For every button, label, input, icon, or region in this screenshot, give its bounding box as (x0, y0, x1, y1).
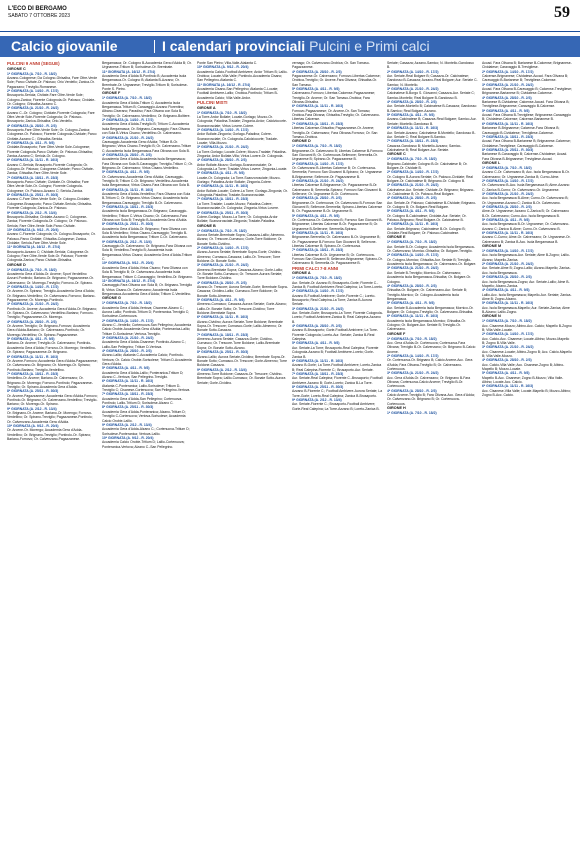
matchday-heading: 5ª GIORNATA (A. 4/11 - R. 9/3) (197, 298, 245, 303)
fixtures-text: Azzano C-Curno; Alme-Or. Calvenzano; Or. Urgnanese-Or. Calvenzano B; Zanica B-Acc. Isola Bergamasca B. (482, 235, 571, 244)
fixtures-text: Barianese B-Brignanese; Calcense-Fara Olivana B; Caravaggio B-Cividatese; Trevigliese-Calcense. (482, 126, 560, 135)
fixtures-text: Azzano C-Fare Oltre-Verde Sole; Or. Cologno-Cividate; Colognese-Brusaporto; Parco Civitate-Seriola; Ghisalba-Fiorente Colognola; Zanica-Or. Palosco. (7, 197, 92, 211)
article-title (162, 37, 430, 56)
group-heading: GIRONE C (7, 66, 26, 71)
matchday-heading: 8ª GIORNATA (A. 25/11 - R. 30/3) (7, 389, 59, 394)
fixtures-text: Accademia Gera d'Adda-Tritium C; Accademia Isola Bergamasca-Tritium B; Caravaggio-Azzano Fiorentino; Albano-Ciserano; Paradiso; Fara Olivana con Sola B-Treviglio; Or. Calvenzano-Verdellino; Or. Brignano-Boltiere. (102, 100, 191, 118)
fixtures-text: Calcinatese-Aur. Seriate; Cividate-Or. Brignano; Brignano-Or. Calcinatese B; Or. Palosco-Real Bolgare. (387, 187, 475, 196)
group-heading: GIRONE M (482, 244, 502, 249)
matchday-heading: 5ª GIORNATA (A. 4/11 - R. 9/3) (482, 108, 530, 113)
fixtures-text: Ardor Bollate-Zingonia; Gorlago-Paladina; Colere-Scanzorosciate; Or. Colognola-Calolziocorte; Tradate-Locate; Villa-Mozzo. (197, 132, 279, 145)
group-heading: GIRONE G (102, 296, 121, 301)
fixtures-text: Brignanese-Serenella; Or. Calvenzano B-Or. Urgnanese B; Or. Pagazzanese B-Fornovo San Giovanni B; Sellerone-Libertas Calcense B; Spirano-Or. Cortenuova. (292, 235, 381, 249)
matchday-heading: 4ª GIORNATA (A. 28/10 - R. 2/3) (102, 152, 152, 157)
matchday-heading: 6ª GIORNATA (A. 11/11 - R. 16/3) (292, 104, 344, 109)
matchday-heading: 6ª GIORNATA (A. 11/11 - R. 16/3) (7, 354, 59, 359)
group-heading: GIRONE D (292, 139, 311, 144)
fixtures-text: La Torre-Tradate; Locate-Mozzo; Paladina-Colere; Scanzorosciate-Or. Colognola; Zingonia-Virtus Lovere. (197, 201, 279, 211)
fixtures-text: Ardor Bollate-Mozzo; Gorlago-Scanzorosciate; Or. Colognola-La Torre; Tradate-Virtus Lovere; Zingonia-Locate. (197, 162, 288, 172)
fixtures-text: Aur. Seriate-Azzano; Calcinatese B-Montello; Gandosso B-Aur. Seriate C; Real Bolgare B-Samico. (387, 130, 476, 139)
fixtures-text: Alzano C.-Verdello; Cortenuova-San Pellegrino; Accademia Calcio Orobie-Accademia Gera d'Adda; Ponteranica-Lallio; Tritium D-Sorisolese; Vertova-Treviglio. (102, 322, 192, 336)
matchday-heading: 4ª GIORNATA (A. 28/10 - R. 2/3) (387, 100, 437, 105)
matchday-heading: 7ª GIORNATA (A. 18/11 - R. 23/3) (102, 392, 154, 397)
fixtures-text: Aur. Seriate-Or. Palosco; Calcinatese B-Cividate; Brignano-Or. Cologno B; Or. Bolgare-Real Bolgare. (387, 200, 477, 209)
matchday-heading: 1ª GIORNATA (A. 7/10 - R. 18/2) (197, 228, 247, 233)
matchday-heading: 1ª GIORNATA (A. 7/10 - R. 18/2) (387, 336, 437, 341)
category-heading: PULCINI 9 ANNI (SEGUE) (7, 61, 60, 66)
column-4 (292, 61, 383, 845)
fixtures-text: Accademia Gera d'Adda-Alzano C.; Cortenuova-Tritium D; Sorisolese-Ponteranica; Vertova-Lallio. (102, 427, 190, 436)
matchday-heading: 5ª GIORNATA (A. 4/11 - R. 9/3) (387, 209, 435, 214)
fixtures-text: Accademia Isola Bergamasca-Or. Brignano; Caravaggio-Verdellino; Tritium C-Virtus Cisano; Or. Calvenzano-Fara Olivana con Sola B; Treviglio B-Accademia Gera d'Adda. (102, 209, 188, 223)
matchday-heading: 1ª GIORNATA (A. 7/10 - R. 18/2) (7, 71, 57, 76)
fixtures-text: Aurora Seriate-Brembate Sopra; Casazza-Lallio; Almenno-Alzano; Or. Trescore-Curnasco; Gorle-Torre Boldone; Or. Bonate Sotto-Cividino. (197, 232, 286, 246)
matchday-heading: 5ª GIORNATA (A. 4/11 - R. 9/3) (292, 87, 340, 92)
fixtures-text: Caravaggio-Accademia Gera d'Adda; Tritium B-Or. Brignano; Virtus Cisano-Treviglio B; Or. Calvenzano-Tritium C; Accademia Isola Bergamasca-Fara Olivana con Sola B. (102, 139, 192, 153)
fixtures-text: Azzano B-Gorle; La Torre-Football Ambivere; Loreto-Zanica B; Real Calepina-Fiorente C.; Brusaporto-Aur. Seriate. (292, 363, 382, 372)
matchday-heading: 4ª GIORNATA (A. 28/10 - R. 2/3) (482, 205, 532, 209)
matchday-heading: 3ª GIORNATA (A. 21/10 - R. 24/2) (197, 145, 249, 150)
fixtures-text: Cividate-Brusaporto; Fare Oltre-Verde Sole-Colognese; Fiorente Colognola-Parco Civitate; Or. Palosco-Ghisalba; Zanica-Azzano C; Seriola-Or. Cologno. (7, 145, 93, 159)
fixtures-text: Caravaggio-Fara Olivana con Sola B; Or. Brignano-Treviglio B; Virtus Cisano-Or. Calvenzano; Accademia Isola Bergamasca-Accademia Gera d'Adda; Tritium C-Verdellino. (102, 283, 192, 296)
matchday-heading: 3ª GIORNATA (A. 28/10 - R. 2/3) (482, 275, 532, 280)
matchday-heading: 1ª GIORNATA (A. 7/10 - R. 18/2) (197, 110, 247, 115)
matchday-heading: 1ª GIORNATA (A. 7/10 - R. 18/2) (387, 157, 437, 162)
group-heading: GIRONE C (387, 152, 406, 157)
fixtures-text: Alme-Or. Urgnanese; Azzano C-Zanica B; Or. Calvenzano B-Or. Calvenzano; Curno-Acc. Isola Bergamasca B. (482, 209, 570, 218)
section-banner (0, 36, 580, 57)
fixtures-text: Accad. Fara Olivana B-Trevigliese; Brignanese-Caravaggio B; Cividatese-Calcense; Calcense-Barianese B. (482, 113, 571, 122)
matchday-heading: 4ª GIORNATA (A. 28/10 - R. 2/3) (7, 123, 57, 128)
fixtures-text: Pontirolo-Or. Arcene; Accademia Gera d'Adda-Or. Brignano; Or. Spirano-Or. Calvenzano; Verdellino-Bariano; Fornovo-Treviglio; Pagazzanese-Or. Morengo. (7, 306, 97, 320)
fixtures-text: Acc. Gera d'Adda-Or. Calvenzano; Or. Brignano B-Fara Olivana; Cortenuova-Calcio Arcene; Treviglio B-Or. Cortenuova. (387, 375, 471, 389)
matchday-heading: 6ª GIORNATA (A. 11/11 - R. 16/3) (197, 184, 249, 189)
fixtures-text: Almenno-Torre Boldone; Casazza-Or. Trescore; Cividino-Brembate Sopra; Lallio-Curnasco; Or. Bonate Sotto-Aurora Seriate; Gorle-Cividino. (197, 371, 286, 385)
fixtures-text: Almenno-Brembate Sopra; Casazza-Alzano; Gorle-Lallio; Or. Bonate Sotto-Curnasco; Or. Trescore-Aurora Seriate; Torre Boldone-Cividino. (197, 267, 283, 281)
fixtures-text: Almenno-Curnasco; Casazza-Aurora Seriate; Gorle-Alzano; Lallio-Or. Bonate Sotto; Or. Trescore-Cividino; Torre Boldone-Brembate Sopra. (197, 302, 287, 316)
category-heading: PULCINI MISTI (197, 100, 228, 106)
matchday-heading: 1ª GIORNATA (A. 7/10 - R. 18/2) (387, 240, 437, 245)
fixtures-text: La Torre-Ardor Bollate; Locate-Gorlago; Mozzo-Or. Colognola; Paladina-Tradate; Zingonia-Ardor; Calolziocorte-Scanzorosciate; Virtus Lovere-Colere. (197, 114, 287, 128)
fixtures-text: Accademia Gera d'Adda-Vertova; Cisanese-Alzano C.; Aurora Lallio; Pontirolo-Tritium D; Ponteranica-Treviglio C; Sorisolese-Cortenuova. (102, 305, 190, 319)
group-heading: GIRONE F (387, 331, 406, 336)
matchday-heading: 2ª GIORNATA (A. 14/10 - R. 17/2) (387, 253, 439, 258)
matchday-heading: 2ª GIORNATA (A. 14/10 - R. 17/2) (7, 285, 59, 289)
matchday-heading: 4ª GIORNATA (A. 28/10 - R. 2/3) (197, 280, 247, 285)
fixtures-text: Brusaporto-Seriola; Civitate-Fare Oltre-Verde Sole; Cologno-Zanica; Fiorente Colognola-Or. Palosco; Cividate-Or. Cologno; Ghisalba-Azzano C. (7, 93, 96, 106)
matchday-heading: 7ª GIORNATA (A. 18/11 - R. 23/3) (292, 248, 344, 253)
matchday-heading: 9ª GIORNATA (A. 2/12 - R. 13/4) (102, 239, 152, 244)
matchday-heading: 2ª GIORNATA (A. 14/10 - R. 17/2) (482, 332, 534, 337)
matchday-heading: 4ª GIORNATA (A. 28/10 - R. 2/3) (387, 283, 437, 288)
fixtures-text: Or. Arcene-Or. Spirano; Treviglio-Accademia Gera d'Adda; Or. Brignano-Verdellino; Or. Calvenzano-Fornovo; Bariano-Pagazzanese; Or. Morengo-Pontirolo. (7, 289, 96, 303)
matchday-heading: 4ª GIORNATA (A. 28/10 - R. 2/3) (292, 69, 342, 74)
fixtures-text: Accademia Calcio-Football Ambivere; Ardor Tritium B; Lallio-Orobica; Locate-Villa Valle; Pontirolo-Accademia Cisano; San Pellegrino-Atalanta C. (197, 69, 288, 83)
fixtures-text: Acc. Gera d'Adda-Or. Cortenuova; Cortenuova-Fara Olivana; Treviglio B-Or. Calvenzano; Or. Brignano B-Calcio Arcene. (387, 340, 476, 354)
matchday-heading: 5ª GIORNATA (A. 4/11 - R. 9/3) (387, 113, 435, 118)
fixtures-text: Colere-Gorlago; Mozzo-La Torre; Or. Colognola-Ardor Bollate; Scanzorosciate-Zingonia; Tradate-Paladina. (197, 214, 278, 224)
fixtures-text: Aur. Seriate-Or. Azzano B; Brusaporto-Gorle; Fiorente C.-Zanica B; Football Ambivere-Real Calepina; La Torre-Loreto. (292, 280, 383, 289)
matchday-heading: 3ª GIORNATA (A. 21/10 - R. 24/2) (7, 302, 59, 307)
matchday-heading: 6ª GIORNATA (A. 11/11 - R. 16/3) (102, 187, 154, 192)
matchday-heading: 3ª GIORNATA (A. 21/10 - R. 24/2) (102, 335, 154, 340)
group-heading: GIRONE F (102, 91, 121, 96)
fixtures-text: Or. Cortenuova-Or. Brignano B; Calcio Arcene-Acc. Gera d'Adda; Fara Olivana-Treviglio B; Or. Calvenzano-Cortenuova. (387, 358, 473, 372)
matchday-heading: 2ª GIORNATA (A. 14/10 - R. 17/2) (482, 69, 534, 74)
matchday-heading: 11ª GIORNATA (A. 16/12 - R. 27/4) (7, 245, 61, 250)
newspaper-name: L'ECO DI BERGAMO (8, 6, 67, 12)
matchday-heading: 1ª GIORNATA (A. 7/10 - R. 18/2) (102, 301, 152, 306)
matchday-heading: 7ª GIORNATA (A. 18/11 - R. 23/3) (197, 332, 249, 337)
matchday-heading: 4ª GIORNATA (A. 28/10 - R. 2/3) (292, 324, 342, 329)
matchday-heading: 5ª GIORNATA (A. 4/11 - R. 9/3) (102, 170, 150, 175)
fixtures-text: Acc. Cisanese-Locate; Albino-Zogno B; Acc. Calcio-Mapello B; Villa Valle-Mozzo. (482, 349, 572, 358)
fixtures-text: Alzano-Aurora Seriate; Brembate Sopra-Gorle; Cividino-Almenno; Curnasco-Casazza; Lallio-Or. Trescore; Torre Boldone-Or. Bonate Sotto. (197, 250, 282, 263)
matchday-heading: 7ª GIORNATA (A. 18/11 - R. 23/3) (7, 175, 59, 180)
issue-date: SABATO 7 OTTOBRE 2023 (8, 13, 70, 19)
matchday-heading: 8ª GIORNATA (A. 25/11 - R. 30/3) (197, 350, 249, 355)
matchday-heading: 2ª GIORNATA (A. 14/10 - R. 17/2) (7, 88, 59, 93)
matchday-heading: 5ª GIORNATA (A. 11/11 - R. 16/3) (482, 301, 534, 306)
fixtures-text: Azzano-Colognese; Da Cologno-Ghisalba, Fare Oltre-Verde Sole; Parco Civitate-Or. Palosco; Orio Verdello; Zanica-Or. Pagazzano; Treviglio-Romanese. (7, 75, 98, 89)
matchday-heading: 5ª GIORNATA (A. 4/11 - R. 9/3) (292, 341, 340, 346)
article-title-sub: Pulcini e Primi calci (309, 38, 430, 54)
column-6 (482, 61, 573, 845)
matchday-heading: 3ª GIORNATA (A. 21/10 - R. 24/2) (482, 82, 534, 87)
matchday-heading: 10ª GIORNATA (A. 9/12 - R. 20/4) (7, 227, 59, 232)
fixtures-text: Accademia Gera d'Adda-Or. Arcene; Sport Verdellino Azzurri-Pontirolo; Bariano-Or. Brignano; Pagazzanese-Or. Calvenzano; Or. Morengo-Treviglio; Fornovo-Or. Spirano. (7, 271, 94, 285)
fixtures-text: Or. Brignano-Or. Arcene; Bariano-Or. Morengo; Fornovo-Verdellino; Or. Spirano-Treviglio; Pagazzanese-Pontirolo; Or. Calvenzano-Accademia Gera d'Adda. (7, 410, 93, 424)
fixtures-text: Seriate; Casazza; Azzano-Samico; N. Montello-Gandosso B. (387, 61, 474, 70)
fixtures-text: Aur. Seriate-Fiorente C.; Brusaporto-Football Ambivere; Gorle-Real Calepina; La Torre-Azzano B; Loreto-Zanica B. (292, 402, 380, 411)
matchday-heading: 4ª GIORNATA (A. 28/10 - R. 2/3) (387, 388, 437, 393)
fixtures-text: Aur. Seriate B-Treviglio; Mornico-Or. Calvenzano; Accademia Isola Bergamasca-Ghisalba; Or. Bolgare-Or. Cologno. (387, 270, 472, 284)
fixtures-text: Accademia Calcio Orobie-Tritium D; Lallio-Cortenuova; Ponteranica-Vertova; Alzano C.-San Pellegrino. (102, 440, 185, 449)
fixtures-text: Ponte San Pietro; Villa-Valle-Atalanta C. (197, 61, 258, 65)
fixtures-text: Accademia Gera d'Adda-San Pellegrino; Cortenuova-Pontirolo; Lallio-Tritium D; Sorisolese-Alzano C. (102, 396, 183, 406)
matchday-heading: 10ª GIORNATA (A. 9/12 - R. 20/4) (102, 261, 154, 266)
group-heading: GIRONE H (387, 406, 406, 411)
matchday-heading: 1ª GIORNATA (A. 7/10 - R. 18/2) (482, 165, 532, 170)
fixtures-text: Aur. Seriate B-Accademia Isola Bergamasca; Mornico-Or. Bolgare; Or. Cologno-Treviglio; Or. Calvenzano-Ghisalba. (387, 305, 474, 314)
matchday-heading: 3ª GIORNATA (A. 21/10 - R. 24/2) (387, 183, 439, 188)
fixtures-text: Calvenzano-Fornovo; Libertas Calcense-Pagazzanese; Treviglio-Or. Arcene; Or. San Tomaso-Orobica; Fara Olivana-Ghisalba. (292, 91, 376, 105)
matchday-heading: 8ª GIORNATA (A. 25/11 - R. 30/3) (292, 384, 344, 389)
fixtures-text: Brusaporto-Parco Civitate; Cividate-Or. Ghisalba; Fare Oltre-Verde Sole-Or. Cologno; Fiorente Colognola-Colognese; Or. Palosco-Azzano C; Seriola-Zanica. (7, 180, 89, 193)
fixtures-text: Alzano-Cividino; Aurora Seriate-Torre Boldone; Brembate Sopra-Or. Trescore; Curnasco-Gorle; Lallio-Almenno; Or. Bonate Sotto-Casazza. (197, 319, 283, 333)
header-rule (0, 31, 580, 32)
matchday-heading: 8ª GIORNATA (A. 25/11 - R. 30/3) (102, 222, 154, 227)
section-name: Calcio giovanile (11, 38, 118, 54)
matchday-heading: 4ª GIORNATA (A. 28/10 - R. 2/3) (102, 349, 152, 353)
matchday-heading: 1ª GIORNATA (A. 7/10 - R. 18/2) (387, 411, 437, 416)
fixtures-text: Aur. Seriate-Alme B; Zogno-Lallio; Alzano-Mapello; Zanica-Acc. Isola Bergamasca. (482, 266, 571, 275)
fixtures-text: Caravaggio-Or. Calvenzano; Or. Brignano-Fara Olivana con Sola B; Verdellino-Treviglio B; Accademia Isola Bergamasca-Virtus Cisano; Accademia Gera d'Adda-Tritium C. (102, 244, 192, 262)
matchday-heading: 11ª GIORNATA (A. 16/12 - R. 27/4) (197, 82, 251, 87)
matchday-heading: 4ª GIORNATA (A. 28/10 - R. 2/3) (482, 358, 532, 363)
matchday-heading: 6ª GIORNATA (A. 11/11 - R. 16/3) (292, 231, 344, 236)
matchday-heading: 3ª GIORNATA (A. 21/10 - R. 24/2) (482, 345, 534, 350)
group-heading: GIRONE L (482, 160, 501, 165)
fixtures-text: Bergamasca; Or. Cologno B-Accademia Gera d'Adda B; Or. Urgnanese-Tritium B; Sorisolese-Or. Brembate. (102, 61, 192, 70)
matchday-heading: 5ª GIORNATA (A. 4/11 - R. 9/3) (102, 366, 150, 371)
group-heading: GIRONE B (197, 223, 216, 228)
group-heading: GIRONE E (387, 235, 406, 240)
fixtures-text: Accademia Cisano-San Pellegrino; Atalanta C-Locate; Football Ambivere-Lallio; Orobica-Pontirolo; Tritium B-Accademia Calcio; Villa Valle-Ardor. (197, 87, 279, 100)
column-1 (7, 61, 98, 845)
group-heading: GIRONE A (197, 105, 216, 110)
matchday-heading: 3ª GIORNATA (A. 21/10 - R. 24/2) (387, 371, 439, 376)
fixtures-text: Or. Calvenzano B-Libertas Calcense B; Or. Cortenuova-Serenella; Fornovo San Giovanni B-Spirano; Or. Urgnanese B-Brignanese; Sellerone-Or. Pagazzanese B. (292, 165, 382, 179)
matchday-heading: 5ª GIORNATA (A. 4/11 - R. 9/3) (387, 301, 435, 306)
fixtures-text: Calcense-Brignanese; Cividatese-Accad. Fara Olivana B; Caravaggio B-Barianese B; Trevigliese-Calcense. (482, 74, 569, 83)
fixtures-text: Alzano-Or. Trescore; Aurora Seriate-Gorle; Brembate Sopra-Casazza; Cividino-Lallio; Curnasco-Torre Boldone; Or. Bonate Sotto-Almenno. (197, 285, 288, 298)
matchday-heading: 8ª GIORNATA (A. 25/11 - R. 30/3) (7, 193, 59, 198)
matchday-heading: 3ª GIORNATA (A. 21/10 - R. 24/2) (292, 178, 344, 183)
fixtures-text: Azzano C-Or. Calvenzano B; Acc. Isola Bergamasca B-Or. Calvenzano; Or. Urgnanese-Zanica B; Curno-Alme. (482, 170, 570, 179)
fixtures-text: Almenno-Aurora Seriate; Casazza-Gorle; Cividino-Curnasco; Or. Trescore-Torre Boldone; Lallio-Brembate Sopra; Or. Bonate Sotto-Alzano. (197, 337, 280, 350)
group-heading: GIRONE D (7, 262, 26, 267)
group-heading: GIRONE N (482, 314, 501, 319)
fixtures-text: Aur. Seriate-Gorle; Brusaporto-La Torre; Fiorente Colognola-Loreto; Football Ambivere-Zanica B; Real Calepina-Azzano B. (292, 311, 383, 324)
fixtures-text: Or. Arcene-Fornovo; Accademia Gera d'Adda-Pagazzanese; Or. Calvenzano-Or. Brignano; Or. Morengo-Or. Spirano; Pontirolo-Bariano; Treviglio-Verdellino. (7, 358, 98, 372)
fixtures-text: Acc. Isola Bergamasca-Zogno; Aur. Seriate-Lallio; Alme B-Mapello; Alzano-Zanica. (482, 279, 570, 288)
fixtures-text: Or. Calvenzano B-Acc. Isola Bergamasca B; Alme-Azzano C; Zanica B-Curno; Or. Calvenzano-Or. Urgnanese. (482, 183, 570, 192)
matchday-heading: 9ª GIORNATA (A. 2/12 - R. 13/4) (102, 422, 152, 427)
matchday-heading: 2ª GIORNATA (A. 14/10 - R. 17/2) (387, 170, 439, 175)
matchday-heading: 7ª GIORNATA (A. 18/11 - R. 23/3) (102, 205, 154, 209)
matchday-heading: 7ª GIORNATA (A. 18/11 - R. 23/3) (387, 139, 439, 144)
fixtures-text: Libertas Calcense B-Brignanese; Or. Pagazzanese B-Or. Calvenzano B; Serenella-Spirano; Fornovo San Giovanni B-Sellerone; Or. Urgnanese B-Or. Cortenuova. (292, 183, 383, 196)
matchday-heading: 8ª GIORNATA (A. 25/11 - R. 30/3) (102, 405, 154, 410)
banner-divider (154, 40, 155, 53)
matchday-heading: 6ª GIORNATA (A. 11/11 - R. 16/3) (292, 358, 344, 363)
matchday-heading: 4ª GIORNATA (A. 28/10 - R. 2/3) (7, 319, 57, 324)
fixtures-text: Brusaporto-Fare Oltre-Verde Sole; Or. Cologno-Zanica; Colognese-Or. Palosco; Fiorente Colognola-Cividate; Parco Civitate-Azzano C.; Ghisalba-Seriola. (7, 127, 97, 141)
matchday-heading: 8ª GIORNATA (A. 25/11 - R. 30/3) (197, 210, 249, 215)
category-heading: PRIMI CALCI 7-8 ANNI (292, 265, 339, 271)
matchday-heading: 9ª GIORNATA (A. 2/12 - R. 13/4) (7, 210, 57, 215)
matchday-heading: 1ª GIORNATA (A. 7/10 - R. 18/2) (482, 319, 532, 324)
matchday-heading: 1ª GIORNATA (A. 7/10 - R. 18/2) (292, 144, 342, 149)
matchday-heading: 7ª GIORNATA (A. 18/11 - R. 23/3) (7, 371, 59, 376)
matchday-heading: 6ª GIORNATA (A. 11/11 - R. 16/3) (102, 379, 154, 384)
matchday-heading: 5ª GIORNATA (A. 4/11 - R. 9/3) (7, 141, 55, 145)
fixtures-text: Bariano-Or. Arcene; Treviglio-Or. Calvenzano; Pontirolo-Accademia Gera d'Adda; Fornovo-Or. Morengo; Verdellino-Or. Spirano; Pagazzanese-Or. Brignano. (7, 341, 96, 355)
page-header (0, 0, 580, 30)
fixtures-text: Ghisalba-Or. Bolgare; Or. Calvenzano-Aur. Seriate B; Treviglio-Mornico; Or. Cologno-Accademia Isola Bergamasca. (387, 288, 467, 301)
fixtures-text: Or. Cologno B-Calcinatese; Cividate-Aur. Seriate; Or. Palosco-Brignano; Real Bolgare-Or. Calcinatese B. (387, 213, 467, 223)
fixtures-text: Or. Arcene-Treviglio; Or. Brignano-Fornovo; Accademia Gera d'Adda-Bariano; Or. Calvenzano-Pontirolo; Or. Morengo-Verdellino; Or. Spirano-Pagazzanese. (7, 324, 90, 337)
matchday-heading: 6ª GIORNATA (A. 11/11 - R. 16/3) (387, 314, 439, 319)
fixtures-text: Aur. Seriate B-Or. Cologno; Accademia Isola Bergamasca-Or. Calvenzano; Mornico-Ghisalba; Or. Bolgare-Treviglio. (387, 244, 475, 254)
fixtures-text: Aur. Seriate-La Torre; Brusaporto-Real Calepina; Fiorente Colognola-Azzano B; Football Ambivere-Loreto; Gorle-Zanica B. (292, 345, 379, 359)
matchday-heading: 7ª GIORNATA (A. 18/11 - R. 23/3) (482, 134, 534, 139)
fixtures-text: Accademia Gera d'Adda-Or. Brignano; Fara Olivana con Sola B-Verdellino; Virtus Cisano-Caravaggio; Treviglio B-Accademia Isola Bergamasca; Tritium C-Or. Calvenzano. (102, 226, 188, 240)
matchday-heading: 3ª GIORNATA (A. 21/10 - R. 24/2) (7, 106, 59, 111)
matchday-heading: 11ª GIORNATA (A. 16/12 - R. 27/4) (102, 69, 156, 74)
matchday-heading: 2ª GIORNATA (A. 14/10 - R. 17/2) (197, 245, 249, 250)
matchday-heading: 4ª GIORNATA (A. 28/10 - R. 2/3) (387, 196, 437, 201)
fixtures-text: Calcio Arcene-Treviglio B; Fara Olivana-Acc. Gera d'Adda; Or. Calvenzano-Or. Brignano B; Or. Cortenuova-Cortenuova. (387, 393, 475, 406)
matchday-heading: 3ª GIORNATA (A. 21/10 - R. 24/2) (292, 306, 344, 311)
fixtures-text: Accademia Gera d'Adda-Virtus Cisano; Fara Olivana con Sola B-Treviglio B; Or. Calvenzano-Accademia Isola Bergamasca; Tritium C-Caravaggio; Verdellino-Or. Brignano. (102, 265, 193, 279)
fixtures-text: Azzano C.-Or. Cologno; Cividate-Fiorente Colognola; Fare Oltre-Verde Sole-Fiorente Colognola; Or. Palosco-Brusaporto; Zanica-Ghisalba; Orio-Verdello. (7, 110, 95, 124)
fixtures-text: Azzano C-Seriola; Brusaporto-Fiorente Colognola; Or. Cologno-Or. Palosco; Colognese-Cividate; Parco Civitate-Zanica; Ghisalba-Fare Oltre-Verde Sole. (7, 162, 94, 176)
fixtures-text: Libertas Calcense-Ghisalba; Pagazzanese-Or. Arcene; Treviglio-Or. Calvenzano; Fara Olivana-Fornovo; Or. San Tomaso-Orobica. (292, 126, 378, 139)
fixtures-text: Accademia Gera d'Adda-Cisanese; Pontirolo-Alzano C.; Lallio-San Pellegrino; Tritium D-Vertova. (102, 340, 186, 349)
fixtures-text: Fornovo-Pagazzanese; Or. Arcene-Or. San Tomaso; Orobica-Fara Olivana; Ghisalba-Treviglio; Or. Calvenzano-Libertas Calcense. (292, 108, 380, 122)
matchday-heading: 2ª GIORNATA (A. 14/10 - R. 17/2) (482, 178, 534, 183)
matchday-heading: 10ª GIORNATA (A. 9/12 - R. 20/4) (197, 65, 249, 70)
fixtures-text: Accademia Gera d'Adda-Verdellino; Fara Olivana con Sola B-Tritium C; Or. Brignano-Virtus Cisano; Accademia Isola Bergamasca-Caravaggio; Treviglio B-Or. Calvenzano. (102, 191, 191, 205)
group-heading: GIRONE A (292, 271, 311, 276)
fixtures-text: Azzano B-Brusaporto; Gorle-Football Ambivere; La Torre-Fiorente Colognola; Loreto-Aur. Seriate; Zanica B-Real Calepina. (292, 328, 379, 342)
matchday-heading: 6ª GIORNATA (A. 11/11 - R. 16/3) (387, 222, 439, 227)
matchday-heading: 6ª GIORNATA (A. 11/11 - R. 16/3) (482, 384, 534, 389)
matchday-heading: 2ª GIORNATA (A. 14/10 - R. 17/2) (387, 69, 439, 74)
fixtures-text: Barianese B-Caravaggio B; Calcense-Cividatese; Accad. Fara Olivana B-Brignanese; Trevigliese-Accad. (482, 152, 568, 161)
matchday-heading: 2ª GIORNATA (A. 21/10 - R. 24/2) (482, 262, 534, 267)
matchday-heading: 11ª GIORNATA (A. 16/12 - R. 27/4) (102, 278, 156, 283)
fixtures-text: Acc. Isola Bergamasca-Mapello; Aur. Seriate-Zanica; Alme B-Alzano; Lallio-Zogno. (482, 305, 570, 314)
fixtures-text: Accademia Gera d'Adda B-Pontirolo B; Accademia Isola Bergamasca-Or. Cologno B; Atalanta B-Azzano; Or. Brembate-Or. Urgnanese; Treviglio-Tritium B; Sorisolese-Ponte S. Pietro. (102, 74, 188, 92)
page-number: 59 (554, 4, 570, 21)
fixtures-text: Or. Cologno-Mornico; Ghisalba-Aur. Seriate B; Treviglio-Accademia Isola Bergamasca; Or. Calvenzano-Or. Bolgare. (387, 257, 477, 267)
fixtures-text: Brignanese-Or. Calvenzano B; Libertas Calcense B-Fornovo San Giovanni B; Or. Cortenuova-Sellerone; Serenella-Or. Urgnanese B; Spirano-Or. Pagazzanese B. (292, 148, 383, 162)
matchday-heading: 2ª GIORNATA (A. 14/10 - R. 17/2) (102, 318, 154, 323)
column-3 (197, 61, 288, 845)
matchday-heading: 9ª GIORNATA (A. 2/12 - R. 13/4) (197, 367, 247, 372)
fixtures-text: Aur. Seriate-Montello B; Calcinatese B-Casazza; Gandosso B-Samico; Real Bolgare-Azzano. (387, 104, 477, 113)
fixtures-text: Or. Cortenuova-Or. Calvenzano B; Fornovo San Giovanni B-Brignanese; Libertas Calcense B-Or. Pagazzanese B; Or. Urgnanese B-Sellerone; Serenella-Spirano. (292, 218, 383, 231)
fixtures-text: Brusaporto-Ghisalba; Cividate-Azzano C; Colognese-Zanica; Fiorente Colognola-Or. Cologno; Or. Palosco-Seriola; Fare Oltre-Verde Sole-Parco Civitate. (7, 214, 88, 228)
fixtures-text: Alzano-Lallio; Aurora Seriate-Cividino; Brembate Sopra-Or. Bonate Sotto; Curnasco-Or. Trescore; Gorle-Almenno; Torre Boldone-Casazza. (197, 354, 288, 368)
fixtures-text: Acc. Calcio-Acc. Cisanese; Locate-Albino; Mozzo-Mapello B; Zogno B-Villa Valle. (482, 336, 570, 345)
fixtures-text: Verdellino-Or. Arcene; Bariano-Or. Calvenzano; Or. Brignano-Or. Morengo; Fornovo-Pontirolo; Pagazzanese-Treviglio; Or. Spirano-Accademia Gera d'Adda. (7, 376, 93, 389)
matchday-heading: 1ª GIORNATA (A. 14/10 - R. 17/2) (482, 249, 534, 254)
matchday-heading: 2ª GIORNATA (A. 14/10 - R. 17/2) (292, 161, 344, 166)
matchday-heading: 5ª GIORNATA (A. 4/11 - R. 9/3) (7, 337, 55, 342)
fixtures-text: Aur. Seriate-Real Calepina; Fiorente C.-Brusaporto; Football Ambivere-Azzano B; Gorle-Loreto; Zanica B-La Torre. (292, 376, 383, 385)
fixtures-text: Atalanta C-Ponteranica; Lallio-Sorisolese; Tritium D-Treviglio C; Cisanese-Cortenuova; San Pellegrino-Vertova. (102, 383, 191, 393)
fixtures-text: Azzano C-Fiorente Colognola; Or. Cologno-Brusaporto; Or. Palosco-Parco Civitate; Ghisalba-Colognese; Zanica-Cividate; Seriola-Fare Oltre-Verde Sole. (7, 232, 96, 245)
fixtures-text: Alzano-Lallio; Atalanta C-Accademia Calcio; Pontirolo-Vertova; Or. Calcio Orobie-Sorisolese; Tritium D-Accademia Gera d'Adda. (102, 353, 192, 367)
fixtures-text: Accademia Isola Bergamasca-Mornico; Ghisalba-Or. Cologno; Or. Bolgare-Aur. Seriate B; Treviglio-Or. Calvenzano. (387, 318, 466, 332)
fixtures-text: Accademia Gera d'Adda-Ponteranica; Alzano-Tritium D; Treviglio C-Cortenuova; Vertova-Sorisolese; Accademia Calcio Orobie-Lallio. (102, 409, 186, 423)
fixtures-text: Locate-Or. Colognola; La Torre-Scanzorosciate; Mozzo-Gorlago; Paladina-Ardor Bollate; Zingonia-Colere. (197, 175, 281, 185)
matchday-heading: 1ª GIORNATA (A. 7/10 - R. 18/2) (7, 267, 57, 272)
matchday-heading: 7ª GIORNATA (A. 18/11 - R. 23/3) (292, 121, 344, 126)
matchday-heading: 4ª GIORNATA (A. 28/10 - R. 2/3) (292, 196, 342, 201)
matchday-heading: 1ª GIORNATA (A. 7/10 - R. 18/2) (292, 276, 342, 281)
matchday-heading: 4ª GIORNATA (A. 28/10 - R. 2/3) (197, 158, 247, 163)
fixtures-text: Acc. Calcio-Villa Valle; Acc. Cisanese-Zogno B; Albino-Mapello B; Mozzo-Locate. (482, 362, 565, 372)
fixtures-text: Or. Arcene-Pagazzanese; Accademia Gera d'Adda-Fornovo; Pontirolo-Or. Brignano; Or. Calvenzano-Verdellino; Treviglio-Bariano; Or. Morengo-Or. Spirano. (7, 393, 98, 407)
fixtures-text: Brusaporto-Azzano C; Cividate-Seriola; Colognese-Or. Cologno; Fare Oltre-Verde Sole-Or. Palosco; Fiorente Colognola-Zanica; Parco Civitate-Ghisalba. (7, 249, 89, 263)
fixtures-text: Acc. Isola Bergamasca B-Alme; Curno-Or. Calvenzano B; Or. Urgnanese-Azzano C; Zanica B-Or. Calvenzano. (482, 196, 569, 205)
matchday-heading: 5ª GIORNATA (A. 4/11 - R. 9/3) (482, 218, 530, 223)
matchday-heading: 7ª GIORNATA (A. 18/11 - R. 23/3) (197, 197, 249, 202)
fixtures-text: Accad. Fara Olivana B; Barianese B-Calcense; Brignanese-Cividatese; Caravaggio B-Trevigliese. (482, 61, 572, 70)
fixtures-text: Aur. Seriate-Real Bolgare B; Casazza-Or. Calcinatese; Gandosso B-Casazza; Azzano-Real Bolgare; Aur. Seriate C-Samico; N. Montello. (387, 74, 478, 87)
fixtures-text: Azzano B-Fiorente C.; Football Ambivere-Aurora Seriate; La Torre-Gorle; Loreto-Real Calepina; Zanica B-Brusaporto. (292, 389, 383, 398)
matchday-heading: 5ª GIORNATA (A. 4/11 - R. 9/3) (292, 213, 340, 218)
matchday-heading: 10ª GIORNATA (A. 9/12 - R. 20/4) (7, 424, 59, 428)
matchday-heading: 6ª GIORNATA (A. 11/11 - R. 16/3) (197, 315, 249, 320)
matchday-heading: 3ª GIORNATA (A. 21/10 - R. 24/2) (387, 266, 439, 271)
matchday-heading: 7ª GIORNATA (A. 18/11 - R. 23/3) (292, 371, 344, 376)
matchday-heading: 6ª GIORNATA (A. 11/11 - R. 16/3) (7, 158, 59, 163)
column-2 (102, 61, 193, 845)
matchday-heading: 5ª GIORNATA (A. 4/11 - R. 9/3) (197, 171, 245, 176)
fixtures-text: Acc. Cisanese-Villa Valle; Locate-Mapello B; Mozzo-Albino; Zogno B-Acc. Calcio. (482, 388, 572, 398)
fixtures-text: Libertas Calcense B-Or. Urgnanese B; Or. Cortenuova-Fornovo San Giovanni B; Sellerone-Brignanese; Spirano-Or. Calvenzano B; Serenella-Or. Pagazzanese B. (292, 252, 383, 266)
matchday-heading: 3ª GIORNATA (A. 21/10 - R. 24/2) (482, 191, 534, 196)
fixtures-text: Brignanese-Or. Cortenuova; Or. Calvenzano B-Fornovo San Giovanni B; Sellerone-Serenella; Spirano-Libertas Calcense B; Or. Pagazzanese B-Or. Urgnanese B. (292, 200, 383, 214)
fixtures-text: Calcinatese B-Borgo S. Giovanni; Casazza-Aur. Seriate C; Samico-Montello; Real Bolgare B-Gandosso B. (387, 91, 475, 100)
matchday-heading: 5ª GIORNATA (A. 4/11 - R. 9/3) (482, 371, 530, 376)
column-5 (387, 61, 478, 845)
matchday-heading: 2ª GIORNATA (A. 14/10 - R. 17/2) (387, 354, 439, 358)
fixtures-text: Casazza-Gandosso B; Montello-Azzano; Samico-Calcinatese B; Real Bolgare-Aur. Seriate. (387, 143, 462, 152)
fixtures-text: Or. Cologno B-Aurora Seriate; Or. Palosco-Cividate; Real Bolgare-Or. Calcinatese B; Brignano-Or. Cologno B. (387, 174, 473, 183)
matchday-heading: 9ª GIORNATA (A. 2/12 - R. 13/4) (7, 406, 57, 411)
matchday-heading: 3ª GIORNATA (A. 21/10 - R. 24/2) (387, 87, 439, 92)
fixtures-text: Azzano-Calcinatese B; Casazza-Real Bolgare; Samico-Aur. Seriate; Montello-Gandosso B. (387, 117, 477, 126)
matchday-heading: 3ª GIORNATA (A. 21/10 - R. 24/2) (102, 135, 154, 140)
matchday-heading: 10ª GIORNATA (A. 9/12 - R. 20/4) (102, 435, 154, 440)
fixtures-text: Brignano-Calcinate; Cologno B-Or. Calcinatese B; Or. Bolgare-Or. Cividate B. (387, 161, 468, 170)
matchday-heading: 8ª GIORNATA (A. 25/11 - R. 30/3) (482, 147, 534, 152)
matchday-heading: 2ª GIORNATA (A. 14/10 - R. 17/2) (102, 118, 154, 123)
fixtures-text: Acc. Isola Bergamasca B-Or. Urgnanese; Or. Calvenzano-Azzano C; Zanica B-Alme; Curno-Or. Calvenzano B. (482, 222, 570, 231)
matchday-heading: 1ª GIORNATA (A. 7/10 - R. 18/2) (102, 96, 152, 101)
matchday-heading: 4ª GIORNATA (A. 4/11 - R. 9/3) (482, 288, 530, 293)
fixtures-text: Ardor Bollate-Locate; Colere-La Torre; Gorlago-Zingonia; Or. Colognola-Paladina; Tradate-Scanzorosciate. (197, 188, 288, 198)
matchday-heading: 6ª GIORNATA (A. 11/11 - R. 16/3) (482, 121, 534, 126)
fixtures-text: Accad. Fara Olivana B-Caravaggio B; Calcense-Trevigliese; Brignanese-Barianese B; Cividatese-Calcense. (482, 87, 572, 96)
fixtures-text: Accademia Gera d'Adda-Lallio; Ponteranica-Tritium D; Alzano C.-Vertova; San Pellegrino-Treviglio. (102, 370, 184, 380)
matchday-heading: 9ª GIORNATA (A. 2/12 - R. 13/4) (292, 397, 342, 402)
calendar-columns (7, 61, 573, 845)
fixtures-text: Azzano B-Football Ambivere; Gorle-Fiorente C.; Loreto-Brusaporto; Real Calepina-La Torre; Zanica B-Aurora Seriate. (292, 293, 376, 307)
fixtures-text: Pagazzanese-Or. Calvenzano; Fornovo-Libertas Calcense; Orobica-Treviglio; Or. Arcene-Fara Olivana; Ghisalba-Or. San Tomaso. (292, 74, 381, 87)
fixtures-text: Aur. Seriate-Brignano; Calcinatese B-Or. Cologno B; Cividate-Real Bolgare; Or. Palosco-Calcinatese. (387, 226, 466, 236)
article-title-main: I calendari provinciali (162, 38, 306, 54)
matchday-heading: 6ª GIORNATA (A. 11/11 - R. 16/3) (482, 231, 534, 236)
fixtures-text: Lallio-Acc. Isola Bergamasca; Mapello-Aur. Seriate; Zanica-Alme B; Zogno-Alzano. (482, 292, 572, 301)
fixtures-text: Or. Arcene-Or. Morengo; Accademia Gera d'Adda-Verdellino; Or. Brignano-Treviglio; Pontirolo-Or. Spirano; Bariano-Fornovo; Or. Calvenzano-Pagazzanese. (7, 428, 92, 442)
fixtures-text: Mapello B-Acc. Cisanese; Zogno B-Mozzo; Villa Valle-Albino; Locate-Acc. Calcio. (482, 375, 564, 385)
fixtures-text: vernago; Or. Calvenzano-Orobica; Or. San Tomaso-Pagazzanese. (292, 61, 370, 70)
matchday-heading: 2ª GIORNATA (A. 14/10 - R. 17/2) (197, 127, 249, 132)
fixtures-text: Accademia Gera d'Adda-Accademia Isola Bergamasca; Fara Olivana con Sola B-Caravaggio; Treviglio-Tritium C; Or. Brignano-Or. Calvenzano; Virtus Cisano-Verdellino. (102, 157, 193, 170)
fixtures-text: Or. Calvenzano-Accademia Gera d'Adda; Caravaggio-Treviglio B; Tritium C-Or. Brignano; Verdellino-Accademia Isola Bergamasca; Virtus Cisano-Fara Olivana con Sola B. (102, 174, 190, 188)
fixtures-text: La Torre-Gorlago; Locate-Colere; Mozzo-Tradate; Paladina-Zingonia; Ardor Bollate-Villa; Virtus Lovere-Or. Colognola. (197, 149, 287, 159)
matchday-heading: 2ª GIORNATA (A. 14/10 - R. 17/2) (292, 289, 344, 294)
fixtures-text: Accademia Gera d'Adda-Treviglio B; Tritium C-Accademia Isola Bergamasca; Or. Brignano-Caravaggio; Fara Olivana con Sola B-Virtus Cisano; Verdellino-Or. Calvenzano. (102, 122, 190, 136)
matchday-heading: 6ª GIORNATA (A. 11/11 - R. 16/3) (387, 126, 439, 131)
fixtures-text: Barianese B-Cividatese; Calcense-Accad. Fara Olivana B; Trevigliese-Brignanese; Caravaggio B-Calcense. (482, 100, 570, 109)
matchday-heading: 4ª GIORNATA (A. 28/10 - R. 2/3) (482, 95, 532, 100)
fixtures-text: Acc. Isola Bergamasca-Aur. Seriate; Alme B-Zogno; Lallio-Alzano; Mapello-Zanica. (482, 253, 570, 262)
matchday-heading: 3ª GIORNATA (A. 21/10 - R. 24/2) (197, 263, 249, 268)
fixtures-text: Acc. Cisanese-Mozzo; Albino-Acc. Calcio; Mapello B-Zogno B; Villa Valle-Locate. (482, 323, 572, 332)
fixtures-text: Accad. Fara Olivana B-Barianese B; Brignanese-Calcense; Cividatese-Trevigliese; Caravaggio B-Calcense. (482, 139, 571, 148)
